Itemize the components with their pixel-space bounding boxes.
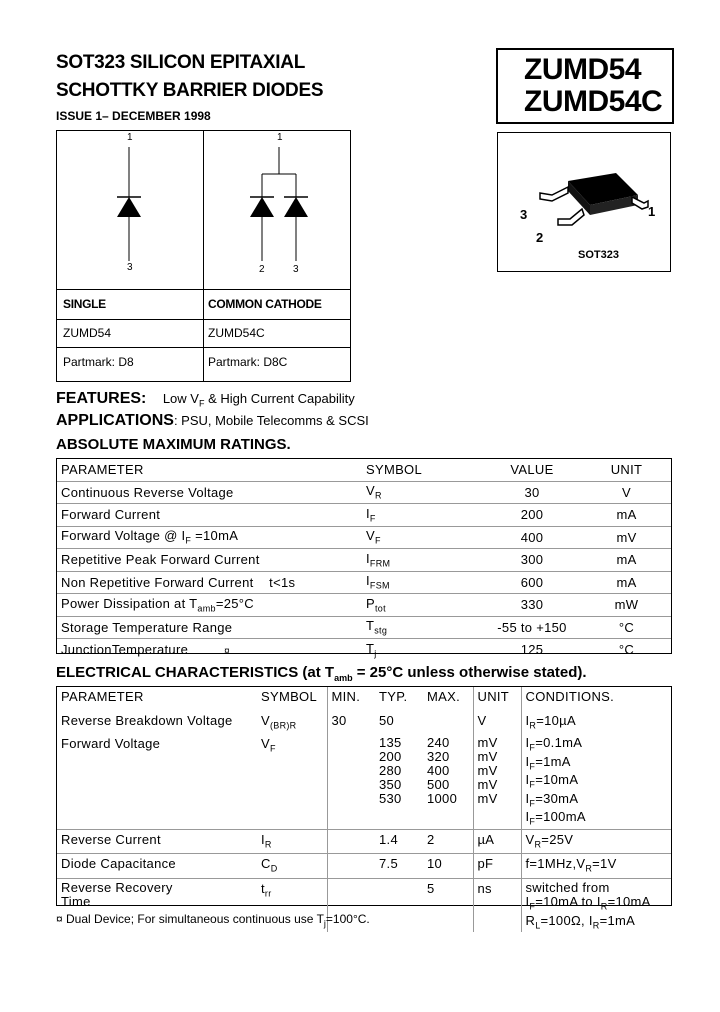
table-row: Diode Capacitance $C_D$ 7.5 10 pF $f=1MHz,V_R=1V$ (57, 854, 671, 879)
applications-label: APPLICATIONS (56, 412, 174, 429)
table-row: Storage Temperature Range $T_{stg}$ -55 to +150 °C (57, 616, 671, 639)
pinout-table (56, 130, 351, 382)
ec-header-unit: UNIT (473, 687, 521, 711)
package-pin-2: 2 (536, 230, 544, 245)
pinout-rule (57, 289, 350, 290)
amr-header-row (57, 459, 671, 481)
title-line-1: SOT323 SILICON EPITAXIAL (56, 52, 305, 73)
single-part-number: ZUMD54 (63, 326, 112, 340)
table-row: Forward Voltage $V_F$ 135 200 280 350 530 240 320 400 500 1000 mV mV mV mV mV $I_F=0.1mA$ $I_F=1mA$ $I_F=10mA$ $I_F=30mA$ $I_F=100mA$ (57, 734, 671, 829)
amr-header-parameter: PARAMETER (61, 462, 144, 478)
table-row: Reverse Breakdown Voltage $V_{(BR)R}$ 30 50 V $I_R=10\mu A$ (57, 711, 671, 735)
table-row: Repetitive Peak Forward Current $I_{FRM}$ 300 mA (57, 549, 671, 572)
single-partmark: Partmark: D8 (63, 355, 134, 369)
lead-3 (540, 187, 568, 201)
single-pin-top: 1 (127, 132, 133, 143)
ec-header-conditions: CONDITIONS. (521, 687, 671, 711)
footnote: ¤ Dual Device; For simultaneous continuous use $T_j=100^\circ C$. (56, 912, 370, 929)
table-row: Forward Current $I_F$ 200 mA (57, 504, 671, 527)
issue-date: ISSUE 1– DECEMBER 1998 (56, 109, 211, 123)
diode-triangle (117, 197, 141, 217)
features-label: FEATURES: (56, 390, 147, 407)
amr-header-symbol: SYMBOL (366, 462, 422, 478)
diode-triangle-left (250, 197, 274, 217)
features-text: Low $V_F$ & High Current Capability (162, 391, 355, 409)
common-pin-right: 3 (293, 264, 299, 275)
single-pin-bottom: 3 (127, 262, 133, 273)
ec-header-row (57, 687, 671, 711)
pinout-rule (57, 319, 350, 320)
ec-header-parameter: PARAMETER (61, 689, 144, 704)
table-row: Non Repetitive Forward Current t<1s $I_{FSM}$ 600 mA (57, 571, 671, 594)
common-config-label: COMMON CATHODE (208, 297, 322, 311)
amr-heading: ABSOLUTE MAXIMUM RATINGS. (56, 436, 291, 453)
diode-triangle-right (284, 197, 308, 217)
lead-2 (558, 209, 584, 225)
table-row: Reverse Recovery Time $t_{rr}$ 5 ns switched from $I_F=10mA$ to $I_R=10mA$ $R_L=100\Omega$, $I_R=1mA$ (57, 878, 671, 932)
table-row: Reverse Current $I_R$ 1.4 2 µA $V_R=25V$ (57, 829, 671, 854)
pinout-rule (57, 347, 350, 348)
single-config-label: SINGLE (63, 297, 106, 311)
package-box (497, 132, 671, 272)
part-number-box (496, 48, 674, 124)
title-line-2: SCHOTTKY BARRIER DIODES (56, 80, 324, 101)
table-row: Power Dissipation at $T_{amb}=25^\circ C$ $P_{tot}$ 330 mW (57, 594, 671, 617)
common-cathode-symbol (204, 131, 350, 289)
common-pin-left: 2 (259, 264, 265, 275)
ec-header-symbol: SYMBOL (261, 689, 317, 704)
part-number-1: ZUMD54 (524, 53, 642, 86)
package-pin-1: 1 (648, 204, 656, 219)
common-part-number: ZUMD54C (208, 326, 265, 340)
table-row: Continuous Reverse Voltage $V_R$ 30 V (57, 481, 671, 504)
table-row: JunctionTemperature ¤ $T_j$ 125 °C (57, 639, 671, 661)
applications-text: : PSU, Mobile Telecomms & SCSI (173, 413, 369, 428)
table-row: Forward Voltage @ $I_F =10mA$ $V_F$ 400 mV (57, 526, 671, 549)
features-line (56, 390, 355, 409)
common-pin-top: 1 (277, 132, 283, 143)
ec-header-typ: TYP. (379, 689, 408, 704)
package-pin-3: 3 (520, 207, 528, 222)
amr-header-value: VALUE (510, 462, 554, 478)
part-number-2: ZUMD54C (524, 85, 663, 118)
amr-header-unit: UNIT (610, 462, 643, 478)
package-name: SOT323 (578, 249, 619, 261)
applications-line (56, 412, 369, 430)
common-partmark: Partmark: D8C (208, 355, 288, 369)
lead-1 (632, 197, 648, 209)
amr-table (56, 458, 672, 659)
ec-header-max: MAX. (427, 689, 460, 704)
ec-header-min: MIN. (327, 687, 375, 711)
ec-heading: ELECTRICAL CHARACTERISTICS (at $T_{amb} = 25^\circ C$ unless otherwise stated). (56, 664, 587, 683)
